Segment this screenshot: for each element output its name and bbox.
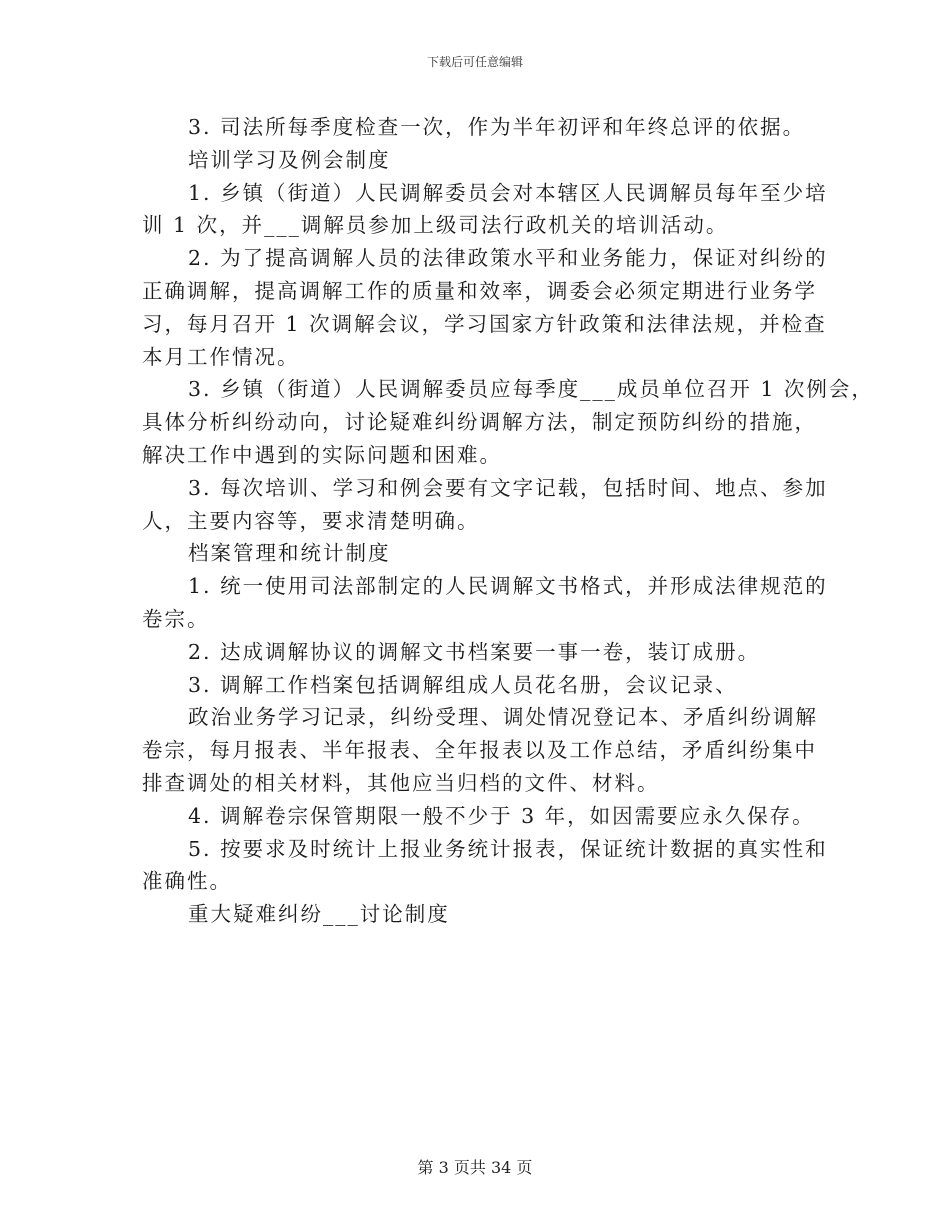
text-line: 具体分析纠纷动向，讨论疑难纠纷调解方法，制定预防纠纷的措施， [142,410,817,435]
page-header: 下载后可任意编辑 [426,55,523,69]
text-line: 3. 调解工作档案包括调解组成人员花名册，会议记录、 [188,672,738,697]
text-line: 5. 按要求及时统计上报业务统计报表，保证统计数据的真实性和 [188,836,828,861]
text-line: 2. 为了提高调解人员的法律政策水平和业务能力，保证对纠纷的 [188,246,828,271]
text-line: 3. 每次培训、学习和例会要有文字记载，包括时间、地点、参加 [188,475,828,500]
text-line: 习，每月召开 1 次调解会议，学习国家方针政策和法律法规，并检查 [142,311,827,336]
text-line: 卷宗。 [142,606,210,631]
text-line: 政治业务学习记录，纠纷受理、调处情况登记本、矛盾纠纷调解 [188,705,818,730]
text-line: 正确调解，提高调解工作的质量和效率，调委会必须定期进行业务学 [142,278,817,303]
text-line: 4. 调解卷宗保管期限一般不少于 3 年，如因需要应永久保存。 [188,803,815,828]
text-line: 2. 达成调解协议的调解文书档案要一事一卷，装订成册。 [188,639,761,664]
text-line: 重大疑难纠纷___讨论制度 [188,902,450,927]
text-line: 卷宗，每月报表、半年报表、全年报表以及工作总结，矛盾纠纷集中 [142,738,817,763]
text-line: 1. 乡镇（街道）人民调解委员会对本辖区人民调解员每年至少培 [188,180,828,205]
page-footer: 第 3 页共 34 页 [417,1158,533,1177]
text-line: 人，主要内容等，要求清楚明确。 [142,508,480,533]
text-line: 培训学习及例会制度 [188,147,391,172]
text-line: 排查调处的相关材料，其他应当归档的文件、材料。 [142,770,660,795]
text-line: 本月工作情况。 [142,344,300,369]
text-line: 3. 乡镇（街道）人民调解委员应每季度___成员单位召开 1 次例会， [188,377,874,402]
text-line: 档案管理和统计制度 [188,541,391,566]
text-line: 解决工作中遇到的实际问题和困难。 [142,442,502,467]
text-line: 1. 统一使用司法部制定的人民调解文书格式，并形成法律规范的 [188,574,828,599]
text-line: 3. 司法所每季度检查一次，作为半年初评和年终总评的依据。 [188,115,806,139]
text-line: 训 1 次，并___调解员参加上级司法行政机关的培训活动。 [142,213,729,238]
text-line: 准确性。 [142,869,232,894]
document-body [142,111,874,931]
